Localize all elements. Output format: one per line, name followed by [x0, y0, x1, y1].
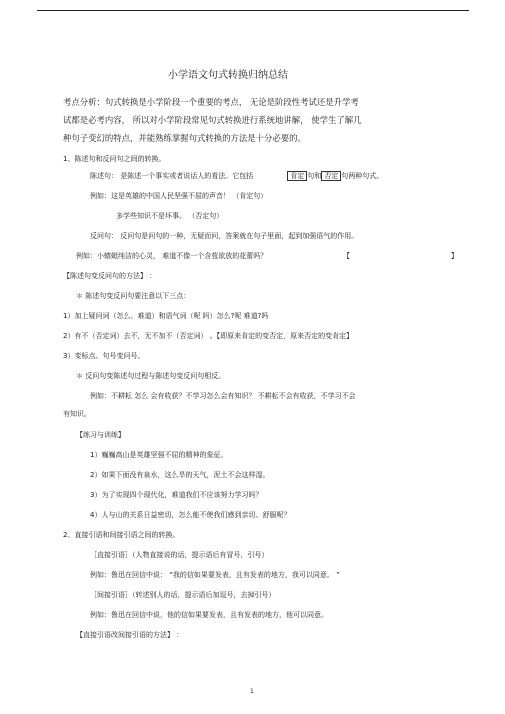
practice-item-3: 3）为了实现四个现代化，难道我们不应该努力学习吗？	[90, 491, 263, 499]
bracket-right: 】	[451, 252, 458, 260]
practice-item-1: 1）巍巍高山是英雄坚强不屈的精神的象征。	[90, 451, 228, 459]
point-2: 2）有不（否定词）去不，无不加不（否定词） 。【即原来肯定的变否定，原来否定的变肯定】	[63, 332, 354, 340]
practice-heading: 【练习与训练】	[76, 431, 125, 439]
section-1-heading: 1、陈述句和反问句之间的转换。	[63, 155, 166, 163]
declarative-definition	[90, 172, 383, 181]
direct-speech-definition: ［直接引语］（人物直接说的话，提示语后有冒号，引号）	[90, 551, 269, 559]
section-2-heading: 2、直接引语和间接引语之间的转换。	[63, 531, 180, 539]
practice-item-4: 4）人与山的关系日益密切，怎么能不使我们感到亲切、舒服呢？	[90, 511, 291, 519]
intro-line-1: 考点分析：句式转换是小学阶段一个重要的考点， 无论是阶段性考试还是升学考	[63, 97, 359, 107]
page-title: 小学语文句式转换归纳总结	[168, 70, 288, 81]
rhetorical-definition: 反问句： 反问句是问句的一种，无疑而问，答案就在句子里面，起到加强语气的作用。	[90, 232, 359, 240]
header-rule	[37, 10, 469, 11]
method-direct-to-indirect: 【直接引语改间接引语的方法】 ：	[76, 631, 184, 639]
indirect-speech-definition: ［间接引语］（转述别人的话，提示语后加逗号，去掉引号）	[90, 591, 276, 599]
method-declarative-to-rhetorical: 【陈述句变反问句的方法】 ：	[63, 272, 157, 280]
intro-line-2: 试都是必考内容， 所以对小学阶段常见句式转换进行系统地讲解， 使学生了解几	[63, 115, 362, 125]
reverse-note: ＊ 反问句变陈述句过程与陈述句变反问句相反。	[76, 372, 226, 380]
direct-speech-example: 例如：鲁迅在回信中说： “我的信如果要发表，且有发表的地方，我可以同意。 ”	[90, 571, 340, 579]
intro-line-3: 种句子变幻的特点，并能熟练掌握句式转换的方法是十分必要的。	[63, 133, 306, 143]
declarative-def-a: 陈述句： 是陈述一个事实或者说话人的看法。它包括	[90, 172, 254, 180]
example-negative: 多学些知识不是坏事。 （否定句）	[116, 212, 224, 220]
page-number: 1	[250, 688, 254, 695]
practice-item-2: 2）如果下面没有泉水，这么旱的天气，泥土不会这样湿。	[90, 471, 270, 479]
declarative-def-mid: 句和	[307, 172, 322, 180]
negative-box: 否定	[321, 171, 341, 181]
point-3: 3）变标点。句号变问号。	[63, 352, 145, 360]
rhetorical-example: 例如：小蜻蜓纯洁的心灵， 难道不像一个含苞欲放的花蕾吗？	[76, 252, 268, 260]
three-points-note: ＊ 陈述句变反问句要注意以下三点：	[76, 292, 191, 300]
example-affirmative: 例如：这是英雄的中国人民坚强不屈的声音！ （肯定句）	[90, 192, 268, 200]
example-reverse-2: 有知识。	[63, 410, 91, 418]
bracket-left: 【	[343, 252, 350, 260]
declarative-def-b: 句两种句式。	[341, 172, 384, 180]
example-reverse-1: 例如：不耕耘 怎么 会有收获？不学习怎么会有知识？ 不耕耘不会有收获，不学习不会	[90, 392, 356, 400]
indirect-speech-example: 例如：鲁迅在回信中说，他的信如果要发表，且有发表的地方，他可以同意。	[90, 611, 328, 619]
point-1: 1）加上疑问词（怎么、难道）和语气词（呢 吗）怎么?呢 难道?吗	[63, 312, 269, 320]
affirmative-box: 肯定	[287, 171, 307, 181]
